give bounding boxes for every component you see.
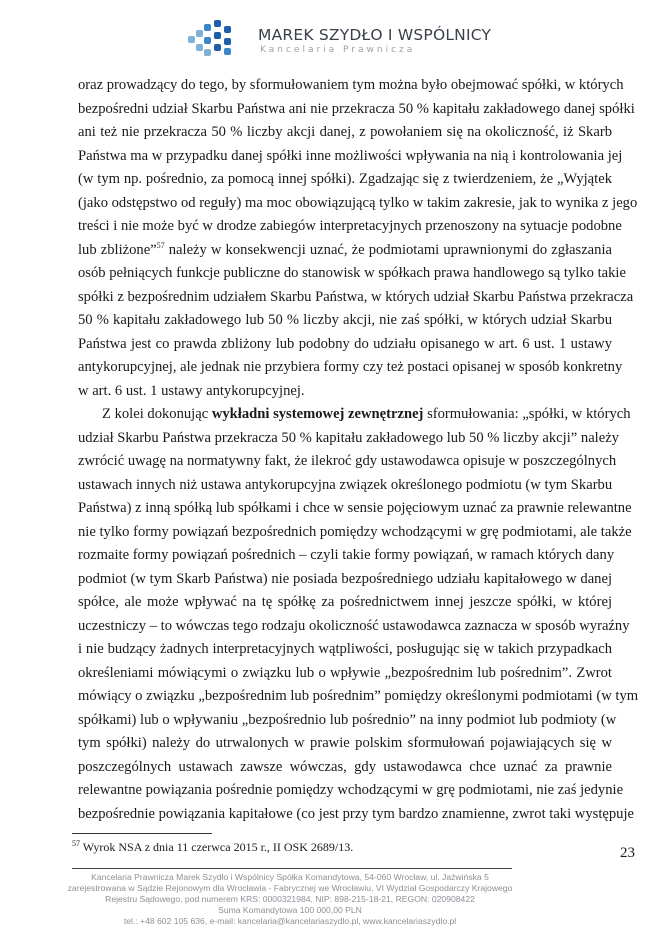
text-line: określeniami mówiącymi o związku lub o wpływie „bezpośrednim lub pośrednim”. Zwrot <box>78 664 612 681</box>
text-line: antykorupcyjnej, ale jednak nie przybiera formy czy też postaci opisanej w sposób konkretny <box>78 359 623 375</box>
footer-line: Kancelaria Prawnicza Marek Szydło i Wspólnicy Spółka Komandytowa, 54-060 Wrocław, ul. Jaźwińska 5 <box>91 872 489 882</box>
footer-line: Rejestru Sądowego, pod numerem KRS: 0000321984, NIP: 898-215-18-21, REGON: 020908422 <box>105 894 475 904</box>
text-line: w art. 6 ust. 1 ustawy antykorupcyjnej. <box>78 382 305 399</box>
text-line: spółkami) lub o wpływaniu „bezpośrednio lub pośrednio” na inny podmiot lub podmioty (w <box>78 711 617 728</box>
logo-dot <box>196 44 203 51</box>
text-line: i nie budzący żadnych interpretacyjnych wątpliwości, posługując się w takich przypadkach <box>78 641 612 657</box>
text-segment: sformułowania: „spółki, w których <box>423 406 631 422</box>
footnote-reference: 57 <box>156 240 165 250</box>
footnote-number: 57 <box>72 839 80 848</box>
logo-dot <box>224 38 231 45</box>
text-line: udział Skarbu Państwa przekracza 50 % kapitału zakładowego lub 50 % liczby akcji” należy <box>78 429 619 446</box>
footer-line: zarejestrowana w Sądzie Rejonowym dla Wrocławia - Fabrycznej we Wrocławiu, VI Wydział Gospodarczy Krajowego <box>67 883 513 893</box>
text-line: treści i nie może być w drodze zabiegów interpretacyjnych przenoszony na sytuacje podobne <box>78 218 622 234</box>
text-line: 50 % kapitału zakładowego lub 50 % liczby akcji, nie zaś spółki, w których udział Skarbu <box>78 312 612 328</box>
text-line: poszczególnych ustawach zawsze wówczas, gdy ustawodawca chce uznać za prawnie <box>78 758 612 775</box>
text-segment: lub zbliżone” <box>78 241 157 258</box>
text-line <box>78 403 631 427</box>
footnote-divider <box>72 833 212 834</box>
text-line: Państwa) z inną spółką lub spółkami i chce w sensie pojęciowym uznać za prawnie relewantne <box>78 500 632 516</box>
text-line: podmiot (w tym Skarb Państwa) nie posiada bezpośredniego udziału kapitałowego w danej <box>78 570 612 587</box>
text-line: (w tym np. pośrednio, za pomocą innej spółki). Zgadzając się z twierdzeniem, że „Wyjątek <box>78 171 612 187</box>
firm-subtitle: Kancelaria Prawnicza <box>260 45 416 55</box>
logo-dot <box>204 49 211 56</box>
text-line: uczestniczy – to wówczas tego rodzaju okoliczność ustawodawca zaznacza w sposób wyraźny <box>78 617 630 634</box>
logo-mark <box>188 18 232 54</box>
document-body <box>78 74 639 826</box>
text-line: relewantne powiązania pośrednie pomiędzy wchodzącymi w grę podmiotami, nie zaś jedynie <box>78 782 624 798</box>
text-line <box>78 239 612 263</box>
logo-dot <box>196 30 203 37</box>
footer-line: Suma Komandytowa 100 000,00 PLN <box>218 905 362 915</box>
text-line: nie tylko formy powiązań bezpośrednich pomiędzy wchodzącymi w grę podmiotami, ale także <box>78 523 632 540</box>
text-line: Państwa ma w przypadku danej spółki inne możliwości wpływania na nią i kontrolowania jej <box>78 147 623 164</box>
footnote <box>72 840 353 855</box>
firm-name: MAREK SZYDŁO I WSPÓLNICY <box>258 26 492 44</box>
page-number: 23 <box>620 845 635 861</box>
logo-dot <box>214 32 221 39</box>
text-line: oraz prowadzący do tego, by sformułowaniem tym można było obejmować spółki, w których <box>78 77 624 93</box>
footer-divider <box>72 868 512 869</box>
text-line: spółce, ale może wpływać na tę spółkę za pośrednictwem innej jeszcze spółki, w której <box>78 594 612 610</box>
text-segment: Z kolei dokonując <box>102 406 212 422</box>
text-line: Państwa jest co prawda zbliżony lub podobny do udziału opisanego w art. 6 ust. 1 ustawy <box>78 335 612 352</box>
logo-dot <box>204 24 211 31</box>
logo-dot <box>188 36 195 43</box>
logo-dot <box>204 37 211 44</box>
text-line: rozmaite formy powiązań pośrednich – czyli takie formy powiązań, w ramach których dany <box>78 547 615 563</box>
logo-dot <box>224 26 231 33</box>
text-segment: należy w konsekwencji uznać, że podmiotami uprawnionymi do zgłaszania <box>164 241 612 258</box>
logo-dot <box>214 44 221 51</box>
text-line: osób pełniących funkcje publiczne do stanowisk w spółkach prawa handlowego są tylko takie <box>78 265 626 281</box>
logo-dot <box>214 20 221 27</box>
text-line: ani też nie przekracza 50 % liczby akcji danej, z powołaniem się na okoliczność, iż Skarb <box>78 124 612 140</box>
text-line: ustawach innych niż ustawa antykorupcyjna związek określonego podmiotu (w tym Skarbu <box>78 476 613 493</box>
footer-line: tel.: +48 602 105 636, e-mail: kancelaria@kancelariaszydlo.pl, www.kancelariaszydlo.pl <box>123 916 457 926</box>
text-line: mówiący o związku „bezpośrednim lub pośrednim” pomiędzy określonymi podmiotami (w tym <box>78 688 639 704</box>
text-line: zwrócić uwagę na normatywny fakt, że ilekroć gdy ustawodawca opisuje w poszczególnych <box>78 453 617 469</box>
text-line: tym spółki) należy do utrwalonych w prawie polskim sformułowań pojawiających się w <box>78 735 612 751</box>
footnote-text: Wyrok NSA z dnia 11 czerwca 2015 r., II OSK 2689/13. <box>80 840 354 854</box>
text-line: (jako odstępstwo od reguły) ma moc obowiązującą tylko w takim zakresie, jak to wynika z jego <box>78 194 638 211</box>
footer <box>60 872 520 927</box>
text-line: spółki z bezpośrednim udziałem Skarbu Państwa, w których udział Skarbu Państwa przekracza <box>78 288 634 305</box>
logo-dot <box>224 48 231 55</box>
text-line: bezpośredni udział Skarbu Państwa ani nie przekracza 50 % kapitału zakładowego danej spółki <box>78 100 635 117</box>
text-line: bezpośrednie powiązania kapitałowe (co jest przy tym bardzo znamienne, zwrot taki występuje <box>78 805 634 822</box>
bold-term: wykładni systemowej zewnętrznej <box>211 406 424 422</box>
